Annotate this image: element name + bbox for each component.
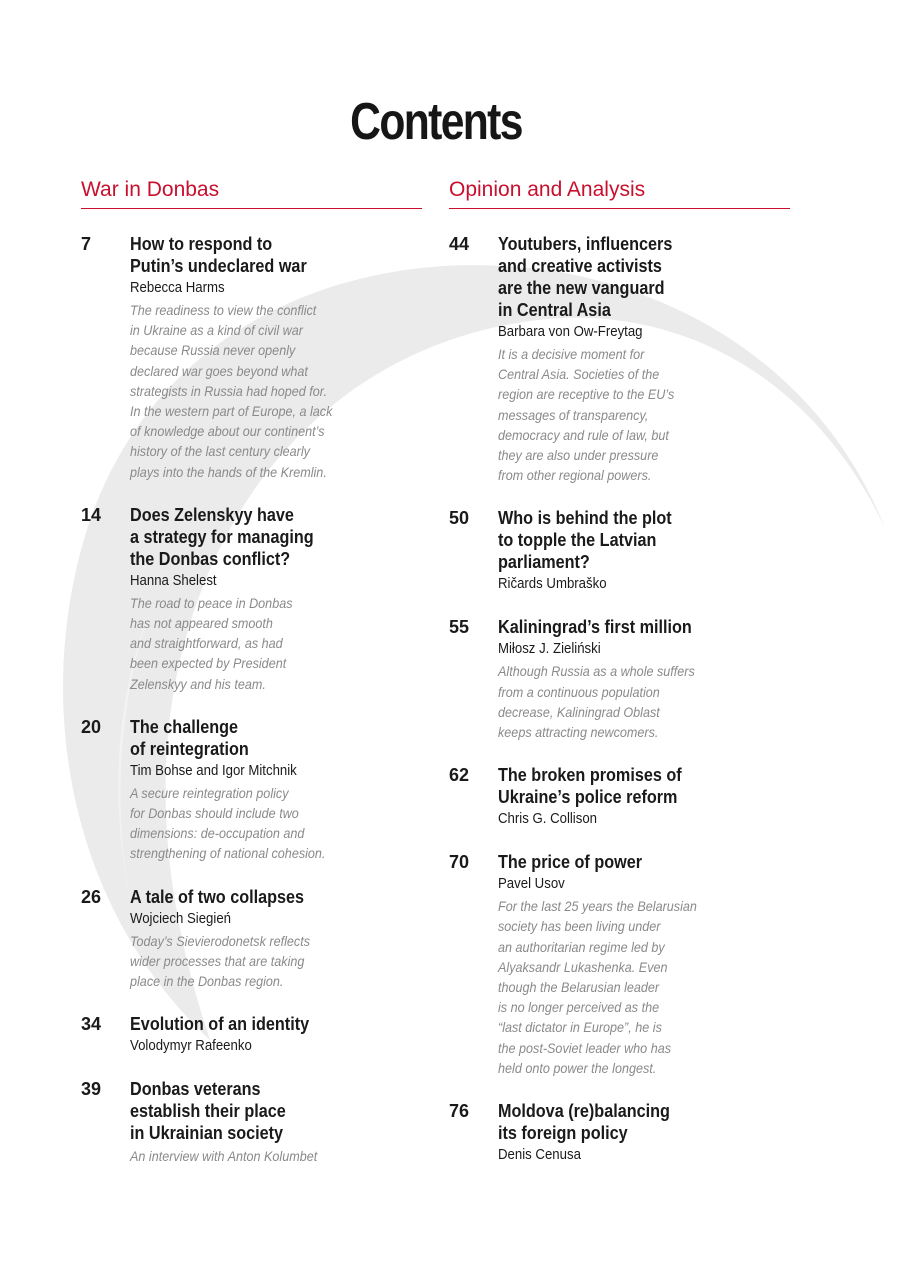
page-number: 55 (449, 617, 470, 638)
article-author: Volodymyr Rafeenko (130, 1037, 252, 1055)
entry-body (130, 1013, 422, 1056)
page-number: 14 (81, 504, 102, 525)
article-title[interactable]: Who is behind the plot to topple the Latvian parliament? (498, 508, 672, 573)
entry-body (498, 851, 790, 1078)
article-author: Chris G. Collison (498, 810, 598, 828)
article-author: Ričards Umbraško (498, 575, 607, 593)
article-description: The readiness to view the conflict in Ukraine as a kind of civil war because Russia never openly declared war goes beyond what strategists in Russia had hoped for. In the western part of Europe, a lack of knowledge about our continent’s history of the last century clearly plays into the hands of the Kremlin. (130, 302, 333, 480)
page-number: 39 (81, 1079, 102, 1100)
article-title[interactable]: Evolution of an identity (130, 1014, 310, 1035)
article-author: Barbara von Ow-Freytag (498, 323, 643, 340)
toc-entry[interactable] (449, 233, 790, 485)
article-description: A secure reintegration policy for Donbas should include two dimensions: de-occupation and strengthening of national cohesion. (130, 784, 326, 862)
toc-entry[interactable] (81, 716, 422, 864)
toc-entry[interactable] (81, 1078, 422, 1166)
entry-body (498, 764, 790, 829)
entry-body (130, 716, 422, 864)
page-number: 34 (81, 1014, 102, 1035)
article-author: Pavel Usov (498, 875, 565, 893)
entry-body (498, 233, 790, 485)
entry-body (130, 504, 422, 694)
article-title[interactable]: Moldova (re)balancing its foreign policy (498, 1101, 670, 1144)
section-heading: Opinion and Analysis (449, 178, 790, 209)
article-title[interactable]: Youtubers, influencers and creative activists are the new vanguard in Central Asia (498, 234, 673, 320)
article-description: An interview with Anton Kolumbet (130, 1148, 318, 1165)
entry-body (498, 1100, 790, 1165)
section-heading: War in Donbas (81, 178, 422, 209)
article-title[interactable]: Donbas veterans establish their place in Ukrainian society (130, 1079, 286, 1144)
toc-entry[interactable] (449, 764, 790, 829)
toc-entry[interactable] (81, 1013, 422, 1056)
page-number: 50 (449, 508, 470, 529)
page-number: 44 (449, 234, 470, 254)
article-author: Miłosz J. Zieliński (498, 640, 601, 658)
article-title[interactable]: Does Zelenskyy have a strategy for managing the Donbas conflict? (130, 504, 314, 569)
toc-entry[interactable] (449, 1100, 790, 1165)
column-opinion-and-analysis (449, 178, 790, 1187)
entry-body (498, 616, 790, 742)
article-title[interactable]: A tale of two collapses (130, 886, 305, 907)
article-description: The road to peace in Donbas has not appeared smooth and straightforward, as had been expected by President Zelenskyy and his team. (130, 594, 293, 692)
toc-entry[interactable] (81, 886, 422, 992)
article-author: Denis Cenusa (498, 1146, 581, 1164)
article-author: Wojciech Siegień (130, 909, 232, 927)
page-number: 7 (81, 234, 92, 254)
article-title[interactable]: The challenge of reintegration (130, 716, 249, 759)
column-war-in-donbas (81, 178, 422, 1188)
page-title: Contents (350, 93, 522, 151)
entry-body (130, 233, 422, 482)
article-author: Hanna Shelest (130, 571, 217, 589)
article-author: Rebecca Harms (130, 279, 225, 296)
article-description: It is a decisive moment for Central Asia. Societies of the region are receptive to the EU’s messages of transparency, democracy and rule of law, but they are also under pressure from other regional powers. (498, 346, 675, 484)
toc-entry[interactable] (449, 616, 790, 742)
article-title[interactable]: How to respond to Putin’s undeclared war (130, 234, 307, 276)
article-title[interactable]: The price of power (498, 852, 643, 873)
entry-body (130, 886, 422, 992)
page-number: 62 (449, 765, 470, 786)
toc-entry[interactable] (449, 851, 790, 1078)
entry-body (498, 507, 790, 594)
page-number: 20 (81, 716, 102, 737)
article-author: Tim Bohse and Igor Mitchnik (130, 761, 297, 779)
page-number: 70 (449, 852, 470, 873)
toc-entry[interactable] (81, 504, 422, 694)
article-description: Today’s Sievierodonetsk reflects wider processes that are taking place in the Donbas region. (130, 932, 310, 990)
page-number: 26 (81, 886, 102, 907)
article-description: Although Russia as a whole suffers from a continuous population decrease, Kaliningrad Oblast keeps attracting newcomers. (498, 663, 695, 741)
article-description: For the last 25 years the Belarusian society has been living under an authoritarian regime led by Alyaksandr Lukashenka. Even though the Belarusian leader is no longer perceived as the “last dictator in Europe”, he is the post-Soviet leader who has held onto power the longest. (498, 898, 697, 1076)
toc-entry[interactable] (449, 507, 790, 594)
toc-entry[interactable] (81, 233, 422, 482)
article-title[interactable]: The broken promises of Ukraine’s police reform (498, 765, 682, 808)
article-title[interactable]: Kaliningrad’s first million (498, 617, 692, 638)
entry-body (130, 1078, 422, 1166)
page-number: 76 (449, 1101, 470, 1122)
